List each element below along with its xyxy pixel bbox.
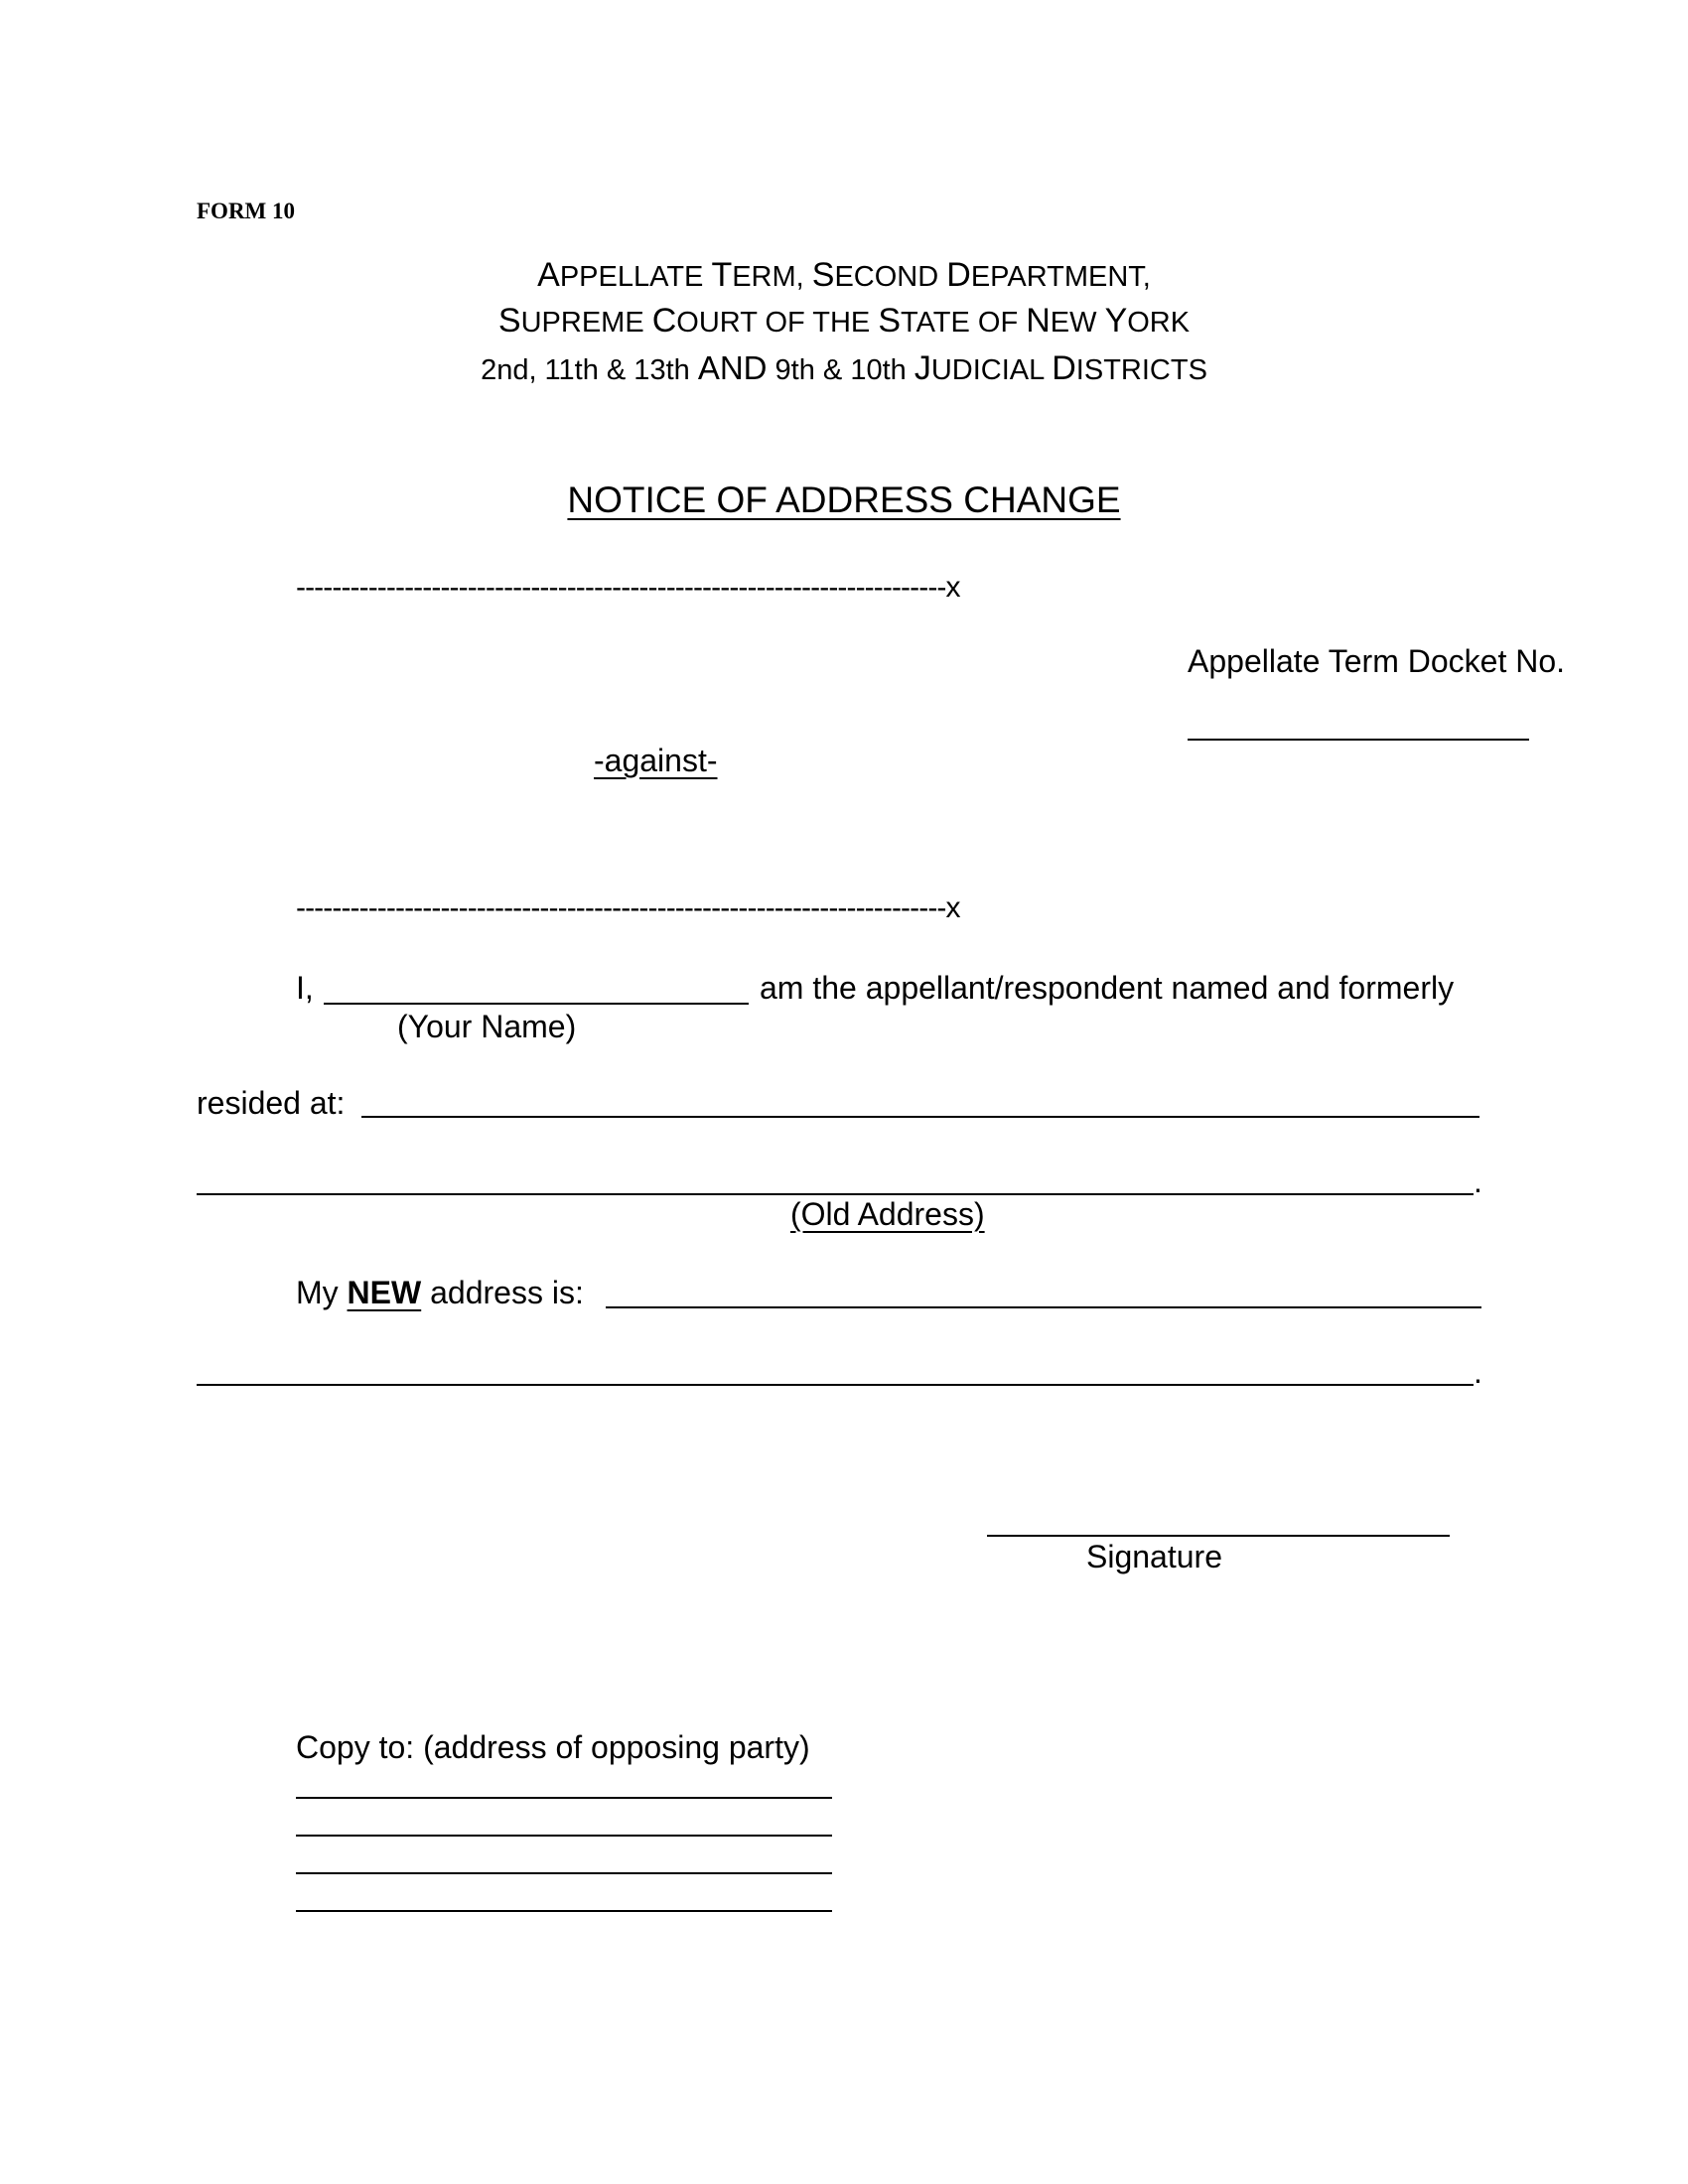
header-line1-cap-3: D [946,256,971,294]
header-line3-cap-1: D [1052,349,1076,387]
statement-prefix: I, [296,970,314,1006]
header-line1-cap-2: S [811,256,835,294]
header-line2-cap-1: C [651,302,677,340]
old-address-caption: (Old Address) [790,1196,985,1232]
header-line1-rest-0: PPELLATE [559,261,712,293]
districts-numbers-2: 9th & 10th [767,354,914,386]
caption-dash-line-bottom: ------------------------------------------------------------------------x [296,891,960,924]
header-line3-cap-0: J [914,349,931,387]
header-line1-rest-2: ECOND [834,261,947,293]
header-line2-rest-4: ORK [1127,307,1191,339]
court-header-line-3 [0,349,1688,388]
docket-number-field[interactable] [1188,739,1529,741]
new-address-my: My [296,1275,348,1310]
header-line2-rest-1: OURT OF THE [676,307,879,339]
resided-at-label: resided at: [197,1085,346,1121]
old-address-field-2[interactable] [197,1193,1474,1195]
court-header-line-2 [0,302,1688,341]
document-title: NOTICE OF ADDRESS CHANGE [567,479,1121,520]
signature-field[interactable] [987,1535,1450,1537]
copy-to-label: Copy to: (address of opposing party) [296,1729,810,1765]
your-name-caption: (Your Name) [397,1009,577,1044]
signature-label: Signature [1086,1539,1222,1574]
header-line1-rest-1: ERM, [732,261,812,293]
header-line2-cap-4: Y [1104,302,1128,340]
caption-dash-line-top: ------------------------------------------------------------------------x [296,571,960,604]
header-line1-cap-1: T [711,256,733,294]
against-label: -against- [594,743,718,778]
header-line1-rest-3: EPARTMENT, [970,261,1151,293]
new-address-label [296,1275,584,1311]
header-line3-rest-0: UDICIAL [930,354,1053,386]
your-name-field[interactable] [324,1003,749,1005]
header-line1-cap-0: A [537,256,560,294]
header-line2-rest-0: UPREME [520,307,652,339]
copy-to-field-1[interactable] [296,1797,832,1799]
districts-and: AND [697,349,768,386]
docket-number-label: Appellate Term Docket No. [1188,643,1566,679]
header-line2-cap-3: N [1026,302,1051,340]
copy-to-field-3[interactable] [296,1872,832,1874]
header-line3-rest-1: ISTRICTS [1075,354,1207,386]
court-header-line-1 [0,256,1688,295]
copy-to-field-2[interactable] [296,1835,832,1837]
new-address-period: . [1474,1354,1482,1390]
statement-suffix: am the appellant/respondent named and formerly [760,970,1455,1006]
districts-caps [914,349,1207,387]
header-line2-cap-2: S [878,302,902,340]
header-line2-rest-2: TATE OF [901,307,1027,339]
copy-to-field-4[interactable] [296,1910,832,1912]
new-address-rest: address is: [421,1275,584,1310]
new-address-field-2[interactable] [197,1384,1474,1386]
districts-numbers: 2nd, 11th & 13th [481,354,698,386]
old-address-field-1[interactable] [361,1116,1479,1118]
header-line2-cap-0: S [497,302,521,340]
header-line2-rest-3: EW [1050,307,1105,339]
form-number-label: FORM 10 [197,199,296,223]
new-emphasis: NEW [347,1275,422,1310]
new-address-field-1[interactable] [606,1306,1481,1308]
old-address-period: . [1474,1163,1482,1199]
